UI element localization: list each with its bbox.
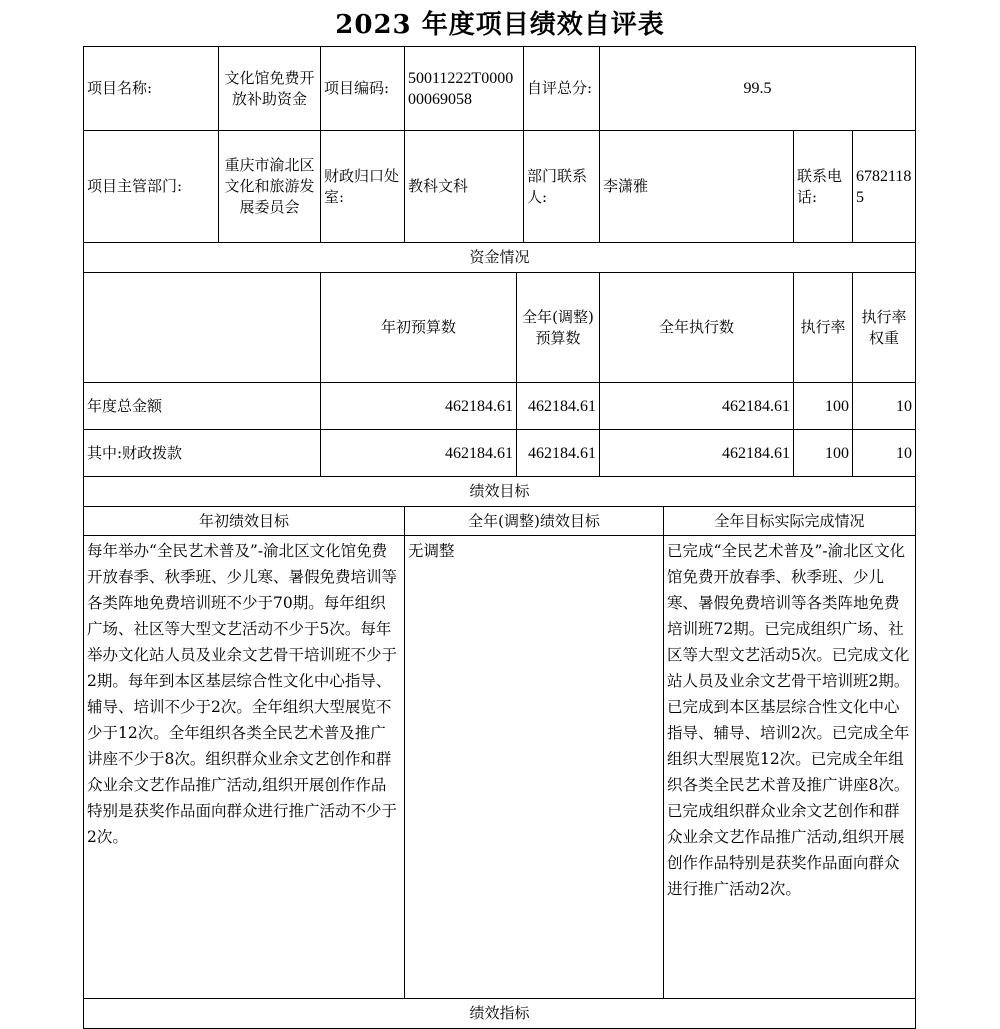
goals-actual-text: 已完成“全民艺术普及”-渝北区文化馆免费开放春季、秋季班、少儿寒、暑假免费培训等各类阵地免费培训班72期。已完成组织广场、社区等大型文艺活动5次。已完成文化站人员及业余文艺骨干培训班2期。已完成到本区基层综合性文化中心指导、辅导、培训2次。已完成全年组织大型展览12次。已完成全年组织各类全民艺术普及推广讲座8次。已完成组织群众业余文艺创作和群众业余文艺作品推广活动,组织开展创作作品特别是获奖作品面向群众进行推广活动2次。 — [664, 536, 916, 999]
info-row-1 — [84, 47, 916, 131]
finance-office-value: 教科文科 — [405, 131, 524, 243]
goals-section-row — [84, 477, 916, 507]
goals-header-row — [84, 507, 916, 536]
indicators-section-title: 绩效指标 — [84, 999, 916, 1029]
goals-initial-text: 每年举办“全民艺术普及”-渝北区文化馆免费开放春季、秋季班、少儿寒、暑假免费培训等各类阵地免费培训班不少于70期。每年组织广场、社区等大型文艺活动不少于5次。每年举办文化站人员及业余文艺骨干培训班不少于2期。每年到本区基层综合性文化中心指导、辅导、培训不少于2次。全年组织大型展览不少于12次。全年组织各类全民艺术普及推广讲座不少于8次。组织群众业余文艺创作和群众业余文艺作品推广活动,组织开展创作作品特别是获奖作品面向群众进行推广活动不少于2次。 — [84, 536, 405, 999]
funds-header-adjusted: 全年(调整)预算数 — [517, 273, 600, 383]
project-name-label: 项目名称: — [84, 47, 219, 131]
dept-value: 重庆市渝北区文化和旅游发展委员会 — [219, 131, 321, 243]
funds-executed-value: 462184.61 — [600, 383, 794, 430]
dept-label: 项目主管部门: — [84, 131, 219, 243]
funds-initial-value: 462184.61 — [321, 430, 517, 477]
funds-initial-value: 462184.61 — [321, 383, 517, 430]
funds-header-weight: 执行率权重 — [853, 273, 916, 383]
funds-row-label: 年度总金额 — [84, 383, 321, 430]
project-code-label: 项目编码: — [321, 47, 405, 131]
page-title: 2023 年度项目绩效自评表 — [335, 10, 665, 40]
indicators-section-row — [84, 999, 916, 1029]
contact-label: 部门联系人: — [524, 131, 600, 243]
funds-adjusted-value: 462184.61 — [517, 383, 600, 430]
evaluation-table — [83, 46, 916, 1029]
funds-header-blank — [84, 273, 321, 383]
funds-section-title: 资金情况 — [84, 243, 916, 273]
funds-row-label: 其中:财政拨款 — [84, 430, 321, 477]
funds-rate-value: 100 — [794, 430, 853, 477]
funds-header-row — [84, 273, 916, 383]
funds-executed-value: 462184.61 — [600, 430, 794, 477]
funds-section-row — [84, 243, 916, 273]
funds-adjusted-value: 462184.61 — [517, 430, 600, 477]
funds-header-executed: 全年执行数 — [600, 273, 794, 383]
phone-value: 67821185 — [853, 131, 916, 243]
funds-weight-value: 10 — [853, 430, 916, 477]
funds-rate-value: 100 — [794, 383, 853, 430]
finance-office-label: 财政归口处室: — [321, 131, 405, 243]
goals-adjusted-text: 无调整 — [405, 536, 664, 999]
goals-section-title: 绩效目标 — [84, 477, 916, 507]
project-code-value: 50011222T000000069058 — [405, 47, 524, 131]
evaluation-form — [83, 46, 915, 1022]
self-score-label: 自评总分: — [524, 47, 600, 131]
goals-header-actual: 全年目标实际完成情况 — [664, 507, 916, 536]
project-name-value: 文化馆免费开放补助资金 — [219, 47, 321, 131]
funds-row-total — [84, 383, 916, 430]
funds-row-fiscal — [84, 430, 916, 477]
contact-value: 李潇雅 — [600, 131, 794, 243]
phone-label: 联系电话: — [794, 131, 853, 243]
goals-header-adjusted: 全年(调整)绩效目标 — [405, 507, 664, 536]
funds-header-rate: 执行率 — [794, 273, 853, 383]
info-row-2 — [84, 131, 916, 243]
goals-content-row — [84, 536, 916, 999]
funds-weight-value: 10 — [853, 383, 916, 430]
funds-header-initial: 年初预算数 — [321, 273, 517, 383]
self-score-value: 99.5 — [600, 47, 916, 131]
goals-header-initial: 年初绩效目标 — [84, 507, 405, 536]
